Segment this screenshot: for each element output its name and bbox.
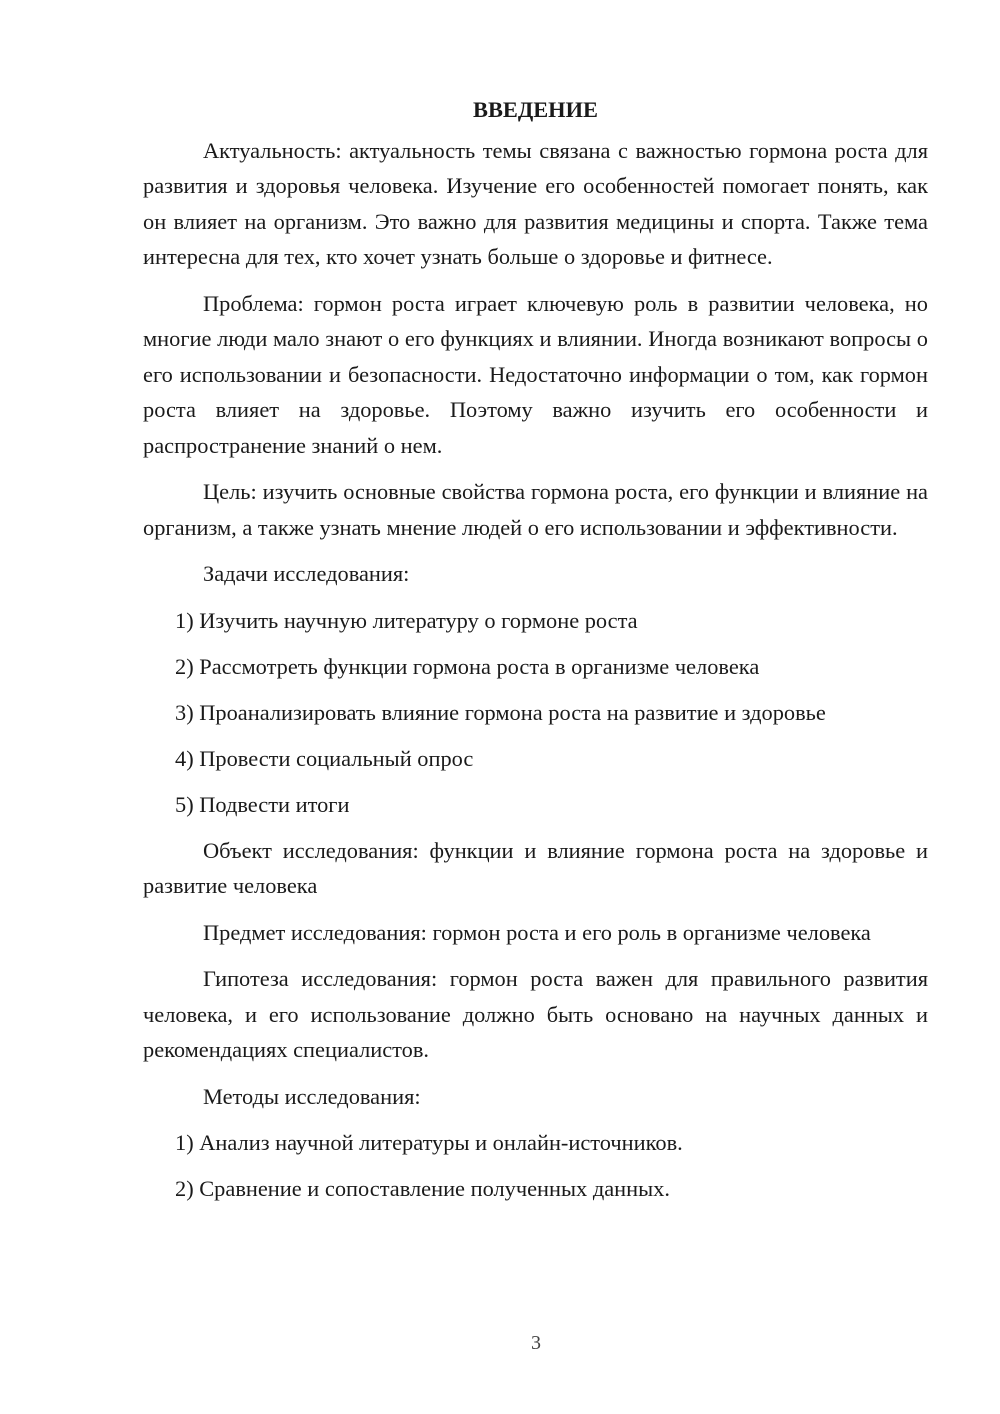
- list-item: 1) Анализ научной литературы и онлайн-источников.: [175, 1130, 683, 1155]
- list-item: 4) Провести социальный опрос: [175, 745, 474, 771]
- object-paragraph: Объект исследования: функции и влияние гормона роста на здоровье и развитие человека: [143, 837, 928, 898]
- hypothesis-paragraph: Гипотеза исследования: гормон роста важен для правильного развития человека, и его использование должно быть основано на научных данных и рекомендациях специалистов.: [143, 966, 928, 1062]
- document-page: [143, 92, 928, 1217]
- list-item: 5) Подвести итоги: [175, 791, 350, 817]
- tasks-list: [143, 603, 928, 823]
- page-number: 3: [531, 1332, 541, 1354]
- methods-list: [143, 1125, 928, 1207]
- goal-paragraph: Цель: изучить основные свойства гормона роста, его функции и влияние на организм, а также узнать мнение людей о его использовании и эффективности.: [143, 479, 928, 540]
- list-item: 2) Сравнение и сопоставление полученных данных.: [175, 1176, 670, 1201]
- list-item: 1) Изучить научную литературу о гормоне роста: [175, 607, 638, 633]
- list-item: 3) Проанализировать влияние гормона роста на развитие и здоровье: [175, 699, 826, 725]
- list-item: 2) Рассмотреть функции гормона роста в организме человека: [175, 653, 760, 679]
- tasks-label: Задачи исследования:: [203, 561, 410, 586]
- relevance-paragraph: Актуальность: актуальность темы связана с важностью гормона роста для развития и здоровья человека. Изучение его особенностей помогает понять, как он влияет на организм. Это важно для развития медицины и спорта. Также тема интересна для тех, кто хочет узнать больше о здоровье и фитнесе.: [143, 137, 928, 269]
- methods-label: Методы исследования:: [203, 1083, 421, 1109]
- problem-paragraph: Проблема: гормон роста играет ключевую роль в развитии человека, но многие люди мало знают о его функциях и влиянии. Иногда возникают вопросы о его использовании и безопасности. Недостаточно информации о том, как гормон роста влияет на здоровье. Поэтому важно изучить его особенности и распространение знаний о нем.: [143, 290, 928, 458]
- section-heading: ВВЕДЕНИЕ: [473, 97, 598, 122]
- subject-paragraph: Предмет исследования: гормон роста и его роль в организме человека: [203, 919, 871, 945]
